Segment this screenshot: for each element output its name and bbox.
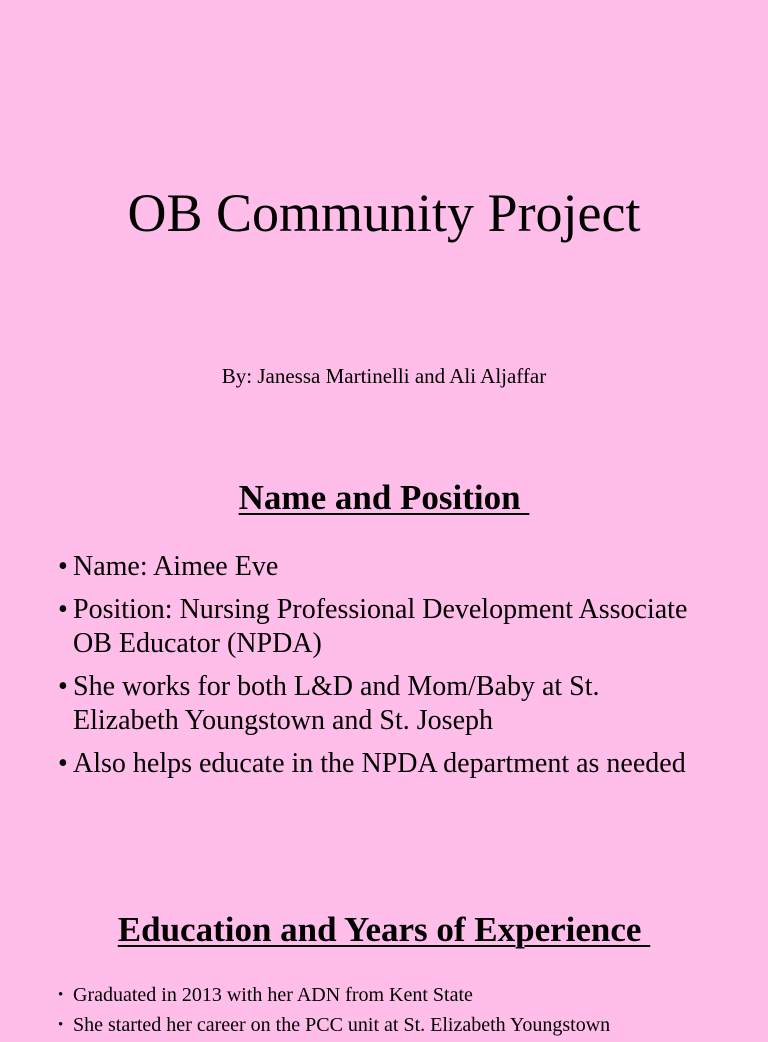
presentation-title: OB Community Project (127, 183, 641, 243)
bullet-icon: • (58, 748, 68, 779)
bullet-text: Name: Aimee Eve (73, 551, 279, 582)
bullet-icon: • (58, 1017, 64, 1033)
list-item (58, 593, 708, 661)
bullet-icon: • (58, 671, 68, 702)
title-slide (0, 0, 768, 440)
author-byline: By: Janessa Martinelli and Ali Aljaffar (221, 364, 547, 388)
slide-heading-name-position: Name and Position (238, 478, 530, 517)
bullet-icon: • (58, 594, 68, 625)
bullet-icon: • (58, 987, 64, 1003)
bullet-text: Graduated in 2013 with her ADN from Kent State (73, 984, 473, 1006)
list-item (58, 982, 758, 1008)
bullet-text: She started her career on the PCC unit at St. Elizabeth Youngstown (73, 1014, 611, 1036)
bullet-list-education (58, 982, 758, 1042)
slide-heading-education: Education and Years of Experience (117, 910, 651, 949)
list-item (58, 747, 708, 781)
bullet-list-name-position (58, 550, 708, 790)
bullet-text: Position: Nursing Professional Development Associate OB Educator (NPDA) (73, 594, 688, 659)
bullet-icon: • (58, 551, 68, 582)
list-item (58, 550, 708, 584)
list-item (58, 1012, 758, 1038)
bullet-text: She works for both L&D and Mom/Baby at St. Elizabeth Youngstown and St. Joseph (73, 671, 600, 736)
bullet-text: Also helps educate in the NPDA department as needed (73, 748, 686, 779)
list-item (58, 670, 708, 738)
